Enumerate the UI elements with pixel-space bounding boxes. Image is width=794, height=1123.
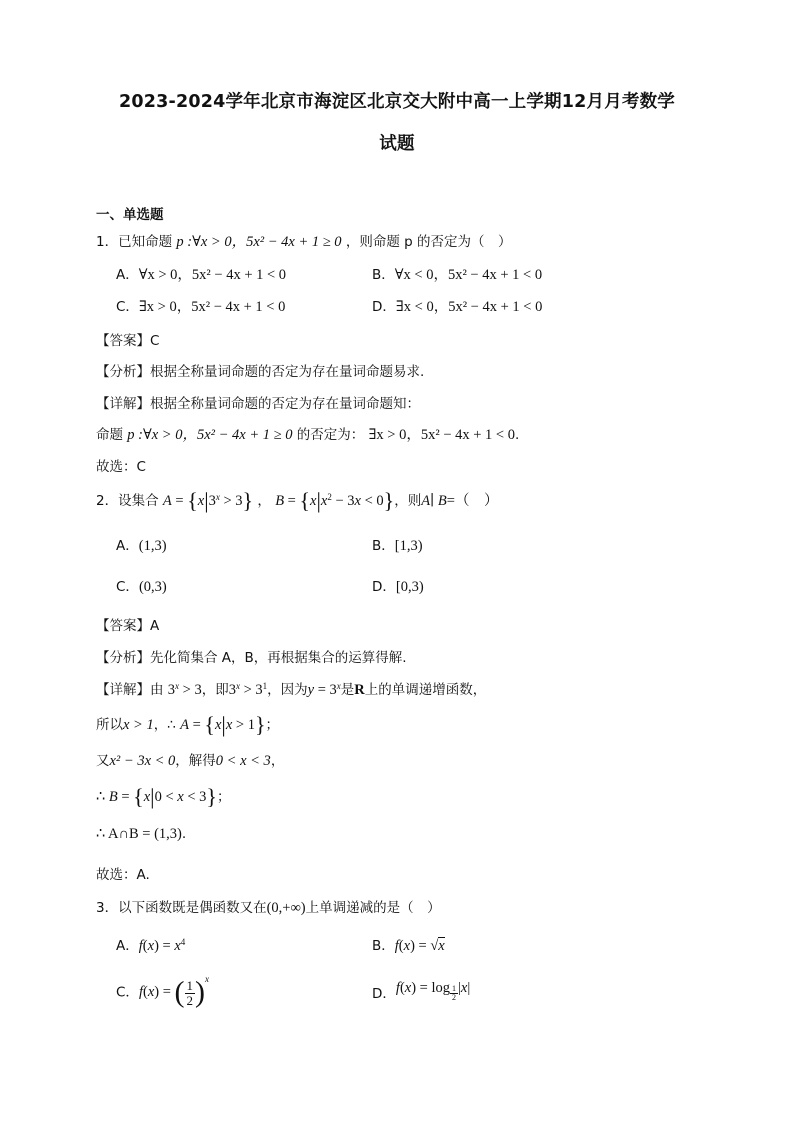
math: x > 1 — [123, 717, 154, 733]
text: 的否定为： — [296, 427, 365, 443]
math: R — [354, 682, 365, 698]
q2-detail-line3 — [96, 749, 284, 770]
math: $y = 3^x$ — [307, 681, 341, 698]
q1-conclusion: 故选：C — [96, 459, 146, 475]
option-label: C． — [116, 299, 139, 315]
q2-option-c[interactable] — [116, 575, 167, 596]
section-heading: 一、单选题 — [96, 207, 164, 223]
q3-option-b[interactable] — [372, 934, 445, 955]
q1-detail — [96, 392, 420, 412]
option-text: ∃x < 0，5x² − 4x + 1 < 0 — [395, 299, 543, 315]
text: ； — [265, 717, 280, 733]
option-text: (1,3) — [138, 538, 167, 554]
page-title-line1: 2023-2024学年北京市海淀区北京交大附中高一上学期12月月考数学 — [118, 92, 676, 112]
q2-stem: 2．设集合 $A = \{x|3^x > 3\}$ ， $B = \{x|x^2 - 3x < 0\}$，则A∣ B=（ ） — [96, 488, 499, 513]
math: A = {x|x > 1} — [180, 712, 266, 737]
math: A∣ B — [421, 493, 447, 509]
analysis-tag: 【分析】 — [96, 364, 150, 380]
q2-answer — [96, 614, 159, 634]
q1-stem-text: 1．已知命题 — [96, 234, 173, 250]
option-formula: $f(x) = x^4$ — [138, 937, 186, 954]
math: ∴ A∩B = (1,3) — [96, 826, 182, 842]
detail-tag: 【详解】 — [96, 396, 150, 412]
text: ，则 — [394, 493, 422, 509]
q1-option-a[interactable] — [116, 263, 286, 284]
analysis-text: 根据全称量词命题的否定为存在量词命题易求. — [150, 364, 425, 380]
option-formula: f(x) = log $_{\frac{1}{2}}$ |x| — [395, 980, 471, 1003]
text: 上单调递减的是（ ） — [305, 900, 441, 916]
text: ； — [216, 789, 231, 805]
math: (0,+∞) — [266, 900, 306, 916]
text: 上的单调递增函数， — [364, 682, 487, 698]
option-label: B． — [372, 267, 395, 283]
text: 命题 — [96, 427, 123, 443]
q2-stem-text: 2．设集合 — [96, 493, 159, 509]
text: 是 — [340, 682, 355, 698]
text: ， — [270, 753, 285, 769]
option-formula: f(x) = √x — [394, 938, 445, 954]
q2-detail-line4 — [96, 784, 230, 810]
option-label: A． — [116, 938, 139, 954]
math: x² − 3x < 0 — [109, 753, 176, 769]
option-label: B． — [372, 538, 395, 554]
option-text: [1,3) — [394, 538, 423, 554]
q1-detail-line2 — [96, 423, 519, 444]
q3-option-d[interactable] — [372, 982, 470, 1008]
text: . — [181, 826, 187, 842]
option-label: B． — [372, 938, 395, 954]
text: ，因为 — [267, 682, 308, 698]
analysis-text: 先化简集合 A，B，再根据集合的运算得解. — [150, 650, 407, 666]
option-label: C． — [116, 579, 139, 595]
q2-set-b: $B = \{x|x^2 - 3x < 0\}$ — [275, 488, 395, 513]
option-text: [0,3) — [395, 579, 424, 595]
option-label: D． — [372, 579, 396, 595]
q2-conclusion: 故选：A. — [96, 867, 150, 883]
option-text: ∃x > 0，5x² − 4x + 1 < 0 — [138, 299, 286, 315]
page-title-line2: 试题 — [379, 134, 415, 154]
math: $3^x > 3$ — [167, 681, 202, 698]
text: 所以 — [96, 717, 123, 733]
option-formula: f(x) = ( $\frac{1}{2}$ )$^x$ — [138, 974, 210, 1009]
q2-set-a: $A = \{x|3^x > 3\}$ — [162, 488, 254, 513]
answer-value: C — [150, 333, 160, 349]
answer-tag: 【答案】 — [96, 618, 150, 634]
option-label: D． — [372, 299, 396, 315]
q1-answer — [96, 329, 159, 349]
text: . — [515, 427, 520, 443]
option-label: C． — [116, 984, 139, 1001]
q2-detail — [96, 678, 486, 699]
option-text: ∀x > 0，5x² − 4x + 1 < 0 — [138, 267, 287, 283]
q2-option-a[interactable] — [116, 534, 167, 555]
text: =（ ） — [446, 493, 499, 509]
math: $3^x > 3^1$ — [228, 681, 268, 698]
q3-stem — [96, 896, 441, 917]
q2-analysis — [96, 646, 407, 666]
math: ∴ B = {x|0 < x < 3} — [96, 784, 217, 809]
q1-option-b[interactable] — [372, 263, 542, 284]
text: 又 — [96, 753, 110, 769]
q1-stem-tail: ，则命题 p 的否定为（ ） — [345, 234, 512, 250]
text: ，即 — [201, 682, 229, 698]
q2-option-b[interactable] — [372, 534, 423, 555]
math: p :∀x > 0，5x² − 4x + 1 ≥ 0 — [127, 427, 293, 443]
analysis-tag: 【分析】 — [96, 650, 150, 666]
q1-option-d[interactable] — [372, 295, 542, 316]
math: ∃x > 0，5x² − 4x + 1 < 0 — [368, 427, 515, 443]
q2-detail-line5 — [96, 826, 186, 843]
q1-analysis — [96, 360, 424, 380]
answer-tag: 【答案】 — [96, 333, 150, 349]
text: ，∴ — [153, 717, 176, 733]
q2-option-d[interactable] — [372, 575, 424, 596]
option-label: D． — [372, 986, 396, 1002]
q2-detail-line2 — [96, 712, 279, 738]
q1-option-c[interactable] — [116, 295, 285, 316]
text: ，解得 — [175, 753, 216, 769]
q1-stem-prop: p :∀x > 0，5x² − 4x + 1 ≥ 0 — [176, 234, 342, 250]
option-text: ∀x < 0，5x² − 4x + 1 < 0 — [394, 267, 543, 283]
q3-option-c[interactable] — [116, 976, 209, 1010]
q3-stem-text: 3．以下函数既是偶函数又在 — [96, 900, 267, 916]
detail-tag: 【详解】 — [96, 682, 150, 698]
option-label: A． — [116, 267, 139, 283]
math: 0 < x < 3 — [215, 753, 271, 769]
option-text: (0,3) — [138, 579, 167, 595]
q1-stem — [96, 230, 512, 251]
answer-value: A — [150, 618, 160, 634]
q3-option-a[interactable] — [116, 934, 185, 955]
text: 由 — [150, 682, 164, 698]
detail-text: 根据全称量词命题的否定为存在量词命题知： — [150, 396, 420, 412]
option-label: A． — [116, 538, 139, 554]
